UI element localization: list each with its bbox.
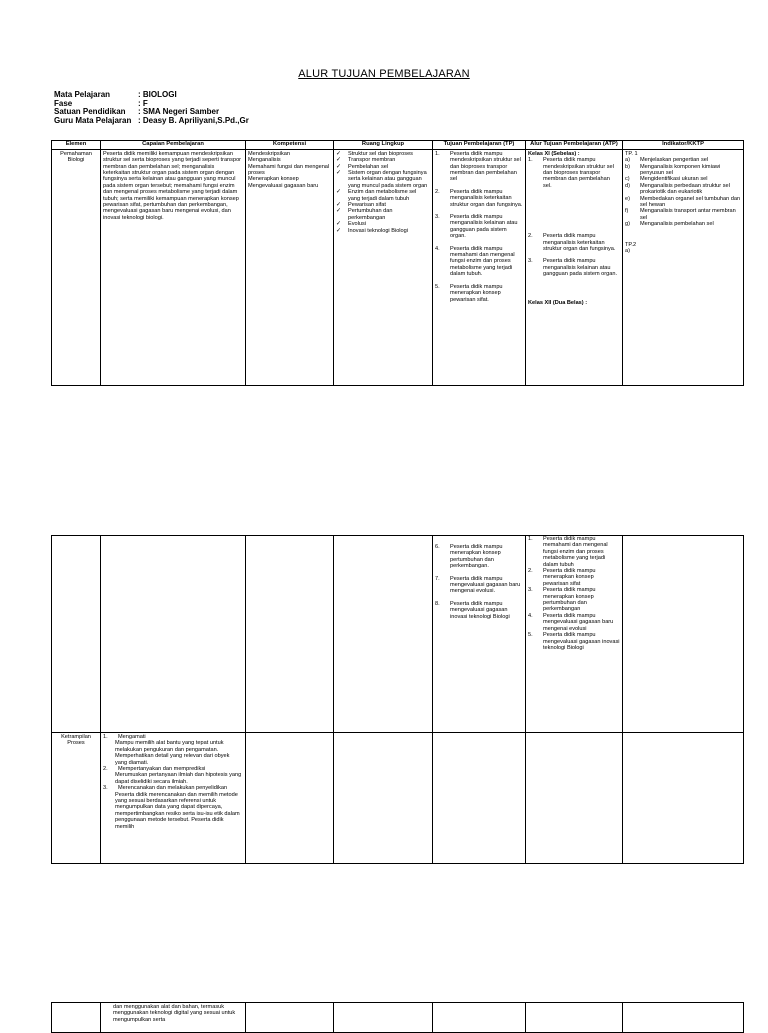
cell-tujuan [433, 149, 526, 385]
list-item-body: Mampu memilih alat bantu yang tepat untuk melakukan pengukuran dan pengamatan. Memperhatikan detail yang relevan dari obyek yang diamati. [115, 740, 230, 766]
cell-indikator [623, 149, 744, 385]
item-number: c) [625, 176, 630, 183]
list-item-body: Merumuskan pertanyaan ilmiah dan hipotesis yang dapat diselidiki secara ilmiah. [115, 772, 242, 785]
check-icon: ✓ [336, 150, 342, 157]
check-icon: ✓ [336, 221, 342, 228]
cell-ruang-lingkup [334, 733, 433, 864]
atp-text: Peserta didik mampu mengevaluasi gagasan baru mengenai evolusi [543, 612, 614, 632]
check-icon: ✓ [336, 170, 342, 177]
atp-text: Peserta didik mampu menerapkan konsep pertumbuhan dan perkembangan [543, 587, 596, 613]
list-item [528, 587, 620, 613]
list-item [435, 576, 523, 595]
cell-capaian [101, 733, 246, 864]
meta-value: : F [138, 98, 148, 108]
list-item [528, 258, 620, 277]
tp-text: Peserta didik mampu menerapkan konsep pertumbuhan dan perkembangan. [450, 544, 503, 570]
cell-kompetensi [246, 1003, 334, 1033]
cell-elemen [52, 1003, 101, 1033]
tp-text: Peserta didik mampu mendeskripsikan struktur sel dan bioproses transpor membran dan pembelahan sel [450, 150, 521, 183]
meta-label: Satuan Pendidikan [54, 107, 126, 117]
kompetensi-item: Menerapkan konsep [248, 176, 299, 183]
header-kompetensi: Kompetensi [246, 141, 334, 150]
cell-tujuan [433, 733, 526, 864]
list-item [435, 214, 523, 240]
ruang-item: Pewarisan sifat [348, 202, 386, 209]
cell-alur [526, 536, 623, 733]
list-item [625, 208, 741, 221]
atp-table-page2 [51, 535, 744, 864]
indikator-text: Menganalisis transport antar membran sel [640, 208, 736, 221]
spacer [625, 228, 741, 242]
cell-elemen [52, 536, 101, 733]
tp-text: Peserta didik mampu menganalisis kelainan atau gangguan pada sistem organ. [450, 214, 518, 240]
keterampilan-heading: Merencanakan dan melakukan penyelidikan [118, 785, 228, 792]
list-item [528, 613, 620, 632]
cell-ruang-lingkup [334, 149, 433, 385]
meta-value: : BIOLOGI [138, 90, 177, 99]
list-item [528, 568, 620, 587]
item-number: 1. [435, 150, 440, 157]
kompetensi-item: Memahami fungsi dan mengenal proses [248, 163, 330, 177]
spacer [528, 278, 620, 300]
table-row [52, 733, 744, 864]
list-item [435, 284, 523, 303]
item-number: 2. [435, 188, 440, 195]
kompetensi-item: Mengevaluasi gagasan baru [248, 182, 319, 189]
item-number: 5. [435, 283, 440, 290]
tp-text: Peserta didik mampu mengevaluasi gagasan baru mengenai evolusi. [450, 575, 521, 595]
header-capaian: Capaian Pembelajaran [101, 141, 246, 150]
ruang-item: Transpor membran [348, 157, 396, 164]
atp-text: Peserta didik mampu mendeskripsikan struktur sel dan bioproses transpor membran dan pembelahan sel. [543, 157, 614, 189]
indikator-text: Membedakan organel sel tumbuhan dan sel hewan [640, 195, 741, 209]
meta-label: Guru Mata Pelajaran [54, 115, 132, 125]
item-number: 1. [103, 734, 108, 740]
cell-kompetensi [246, 733, 334, 864]
cell-alur [526, 149, 623, 385]
list-item [435, 246, 523, 278]
cell-kompetensi [246, 536, 334, 733]
table-header-row [52, 141, 744, 150]
tp-text: Peserta didik mampu memahami dan mengenal fungsi enzim dan proses metabolisme yang terjadi dalam tubuh. [450, 245, 515, 278]
list-item [336, 208, 430, 221]
document-meta [54, 91, 249, 125]
item-number: 1. [528, 536, 533, 542]
cell-capaian: Peserta didik memiliki kemampuan mendeskripsikan struktur sel serta bioproses yang terjadi seperti transpor membran dan pembelahan sel; menganalisis keterkaitan struktur organ pada sistem organ dengan fungsinya serta kelainan atau gangguan yang muncul pada sistem organ tersebut; memahami fungsi enzim dan mengenal proses metabolisme yang terjadi dalam tubuh; serta memiliki kemampuan menerapkan konsep pewarisan sifat, pertumbuhan dan perkembangan, mengevaluasi gagasan baru mengenai evolusi, dan inovasi teknologi biologi. [101, 149, 246, 385]
item-number: 3. [528, 258, 533, 265]
cell-indikator [623, 1003, 744, 1033]
table-row [52, 1003, 744, 1033]
list-item [336, 189, 430, 202]
cell-capaian: dan menggunakan alat dan bahan, termasuk menggunakan teknologi digital yang sesuai untuk mengumpulkan serta [101, 1003, 246, 1033]
atp-text: Peserta didik mampu menganalisis keterkaitan struktur organ dan fungsinya. [543, 233, 616, 253]
atp-text: Peserta didik mampu mengevaluasi gagasan inovasi teknologi Biologi [543, 632, 620, 651]
keterampilan-heading: Mempertanyakan dan memprediksi [118, 766, 206, 773]
item-number: 1. [528, 157, 533, 164]
item-number: 7. [435, 575, 440, 582]
header-ruang-lingkup: Ruang Lingkup [334, 141, 433, 150]
kompetensi-item: Menganalisis [248, 157, 281, 164]
indikator-text: Menjelaskan pengertian sel [640, 157, 709, 164]
cell-ruang-lingkup [334, 1003, 433, 1033]
ruang-item: Pembelahan sel [348, 163, 389, 170]
ruang-item: Struktur sel dan bioproses [348, 150, 413, 157]
spacer [528, 189, 620, 233]
header-indikator: Indikator/KKTP [623, 141, 744, 150]
list-item-body: Peserta didik merencanakan dan memilih metode yang sesuai berdasarkan referensi untuk mengumpulkan data yang dapat dipercaya, mempertimbangkan resiko serta isu-isu etik dalam penggunaan metode tersebut. Peserta didik memilih [115, 791, 240, 830]
meta-value: : SMA Negeri Samber [138, 107, 220, 117]
cell-elemen: Pemahaman Biologi [52, 149, 101, 385]
item-number: 3. [435, 214, 440, 221]
atp-table-page1 [51, 140, 744, 386]
ruang-item: Evolusi [348, 221, 367, 228]
item-number: f) [625, 208, 629, 215]
atp-text: Peserta didik mampu menganalisis kelainan atau gangguan pada sistem organ. [543, 258, 618, 278]
meta-value: : Deasy B. Apriliyani,S.Pd.,Gr [138, 115, 249, 125]
item-number: 4. [435, 245, 440, 252]
check-icon: ✓ [336, 189, 342, 196]
check-icon: ✓ [336, 202, 342, 209]
meta-row [54, 91, 249, 100]
meta-label: Fase [54, 98, 73, 108]
indikator-text: Menganalisis komponen kimiawi penyusun sel [640, 163, 721, 177]
atp-class-heading: Kelas XII (Dua Belas) : [528, 299, 588, 306]
item-number: 4. [528, 612, 533, 619]
check-icon: ✓ [336, 208, 342, 215]
ruang-item: Pertumbuhan dan perkembangan [348, 208, 393, 221]
item-number: b) [625, 163, 630, 170]
item-number: 2. [103, 766, 108, 773]
tp-text: Peserta didik mampu menganalisis keterkaitan struktur organ dan fungsinya. [450, 188, 523, 208]
header-alur: Alur Tujuan Pembelajaran (ATP) [526, 141, 623, 150]
ruang-item: Sistem organ dengan fungsinya serta kelainan atau gangguan yang muncul pada sistem organ [348, 170, 428, 189]
list-item [625, 183, 741, 196]
item-number: a) [625, 157, 630, 164]
check-icon: ✓ [336, 157, 342, 164]
atp-text: Peserta didik mampu memahami dan mengenal fungsi enzim dan proses metabolisme yang terjadi dalam tubuh [543, 536, 608, 568]
list-item [435, 601, 523, 620]
keterampilan-heading: Mengamati [118, 734, 146, 740]
item-number: 3. [103, 785, 108, 792]
item-number: e) [625, 195, 630, 202]
item-number: g) [625, 221, 630, 228]
item-number: 6. [435, 544, 440, 550]
meta-row [54, 117, 249, 126]
indikator-text: a) [625, 248, 630, 255]
list-item [528, 536, 620, 568]
list-item [528, 233, 620, 252]
check-icon: ✓ [336, 163, 342, 170]
indikator-heading: TP. 1 [625, 150, 638, 157]
item-number: 2. [528, 568, 533, 575]
indikator-text: Menganalisis perbedaan struktur sel prokariotik dan eukariotik [640, 182, 730, 196]
list-item [435, 189, 523, 208]
item-number: 3. [528, 587, 533, 594]
indikator-heading: TP.2 [625, 241, 637, 248]
document-title: ALUR TUJUAN PEMBELAJARAN [298, 68, 470, 80]
ruang-item: Enzim dan metabolisme sel yang terjadi dalam tubuh [348, 189, 417, 202]
cell-alur [526, 1003, 623, 1033]
list-item [528, 632, 620, 651]
item-number: 5. [528, 632, 533, 639]
list-item [625, 196, 741, 209]
cell-elemen: Ketrampilan Proses [52, 733, 101, 864]
ruang-item: Inovasi teknologi Biologi [348, 227, 409, 234]
indikator-text: Menganalisis pembelahan sel [640, 221, 714, 228]
meta-label: Mata Pelajaran [54, 90, 111, 99]
atp-text: Peserta didik mampu menerapkan konsep pewarisan sifat [543, 568, 596, 587]
item-number: d) [625, 182, 630, 189]
cell-indikator [623, 733, 744, 864]
kompetensi-item: Mendeskripsikan [248, 150, 290, 157]
list-item [625, 164, 741, 177]
cell-tujuan [433, 536, 526, 733]
cell-alur [526, 733, 623, 864]
table-row [52, 149, 744, 385]
atp-class-heading: Kelas XI (Sebelas) : [528, 150, 580, 157]
cell-capaian [101, 536, 246, 733]
table-row [52, 536, 744, 733]
list-item [435, 151, 523, 183]
tp-text: Peserta didik mampu mengevaluasi gagasan inovasi teknologi Biologi [450, 600, 510, 620]
list-item [528, 157, 620, 189]
atp-table-page3 [51, 1002, 744, 1033]
indikator-text: Mengidentifikasi ukuran sel [640, 176, 708, 183]
item-number: 2. [528, 233, 533, 240]
cell-ruang-lingkup [334, 536, 433, 733]
header-elemen: Elemen [52, 141, 101, 150]
check-icon: ✓ [336, 227, 342, 234]
list-item [336, 170, 430, 189]
list-item [336, 228, 430, 234]
list-item [435, 544, 523, 570]
header-tujuan: Tujuan Pembelajaran (TP) [433, 141, 526, 150]
cell-indikator [623, 536, 744, 733]
item-number: 8. [435, 600, 440, 607]
tp-text: Peserta didik mampu menerapkan konsep pewarisan sifat. [450, 283, 503, 303]
cell-tujuan [433, 1003, 526, 1033]
cell-kompetensi [246, 149, 334, 385]
